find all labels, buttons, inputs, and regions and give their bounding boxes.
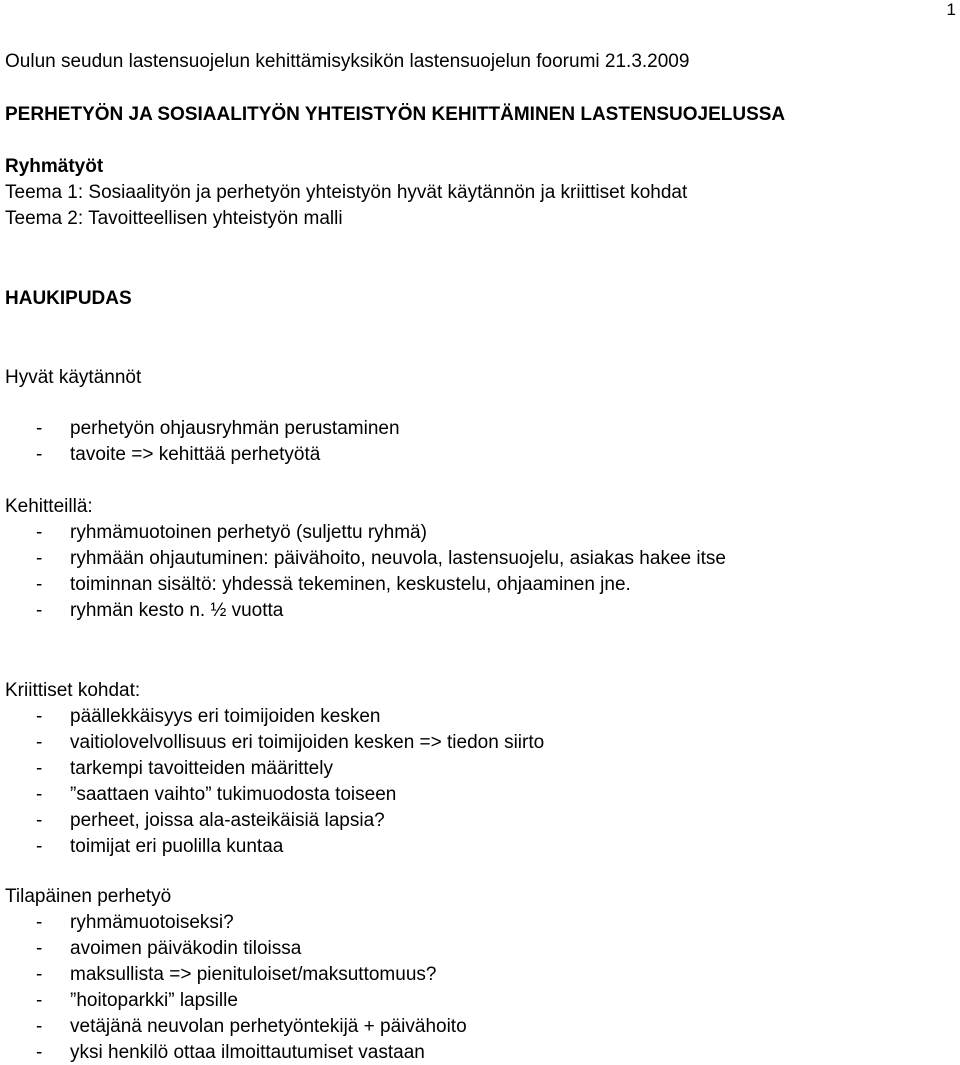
in-development-heading: Kehitteillä: bbox=[5, 496, 93, 517]
main-title: PERHETYÖN JA SOSIAALITYÖN YHTEISTYÖN KEHITTÄMINEN LASTENSUOJELUSSA bbox=[5, 104, 786, 125]
list-item bbox=[36, 937, 301, 961]
critical-points-heading: Kriittiset kohdat: bbox=[5, 680, 141, 701]
dash-bullet: - bbox=[36, 938, 43, 959]
list-item bbox=[36, 911, 234, 935]
groups-heading: Ryhmätyöt bbox=[5, 156, 104, 177]
list-item-text: yksi henkilö ottaa ilmoittautumiset vastaan bbox=[70, 1042, 425, 1063]
list-item-text: ryhmämuotoinen perhetyö (suljettu ryhmä) bbox=[70, 522, 427, 543]
dash-bullet: - bbox=[36, 1016, 43, 1037]
list-item-text: avoimen päiväkodin tiloissa bbox=[70, 938, 302, 959]
dash-bullet: - bbox=[36, 444, 43, 465]
list-item-text: tavoite => kehittää perhetyötä bbox=[70, 444, 321, 465]
dash-bullet: - bbox=[36, 758, 43, 779]
page-number: 1 bbox=[946, 0, 956, 19]
list-item bbox=[36, 989, 238, 1013]
list-item-text: ryhmämuotoiseksi? bbox=[70, 912, 234, 933]
list-item bbox=[36, 443, 320, 467]
list-item-text: toimijat eri puolilla kuntaa bbox=[70, 836, 284, 857]
list-item bbox=[36, 599, 283, 623]
dash-bullet: - bbox=[36, 964, 43, 985]
list-item bbox=[36, 809, 385, 833]
dash-bullet: - bbox=[36, 418, 43, 439]
theme-1: Teema 1: Sosiaalityön ja perhetyön yhteistyön hyvät käytännön ja kriittiset kohdat bbox=[5, 182, 688, 203]
dash-bullet: - bbox=[36, 732, 43, 753]
list-item bbox=[36, 963, 436, 987]
list-item bbox=[36, 835, 283, 859]
dash-bullet: - bbox=[36, 1042, 43, 1063]
dash-bullet: - bbox=[36, 600, 43, 621]
dash-bullet: - bbox=[36, 912, 43, 933]
dash-bullet: - bbox=[36, 990, 43, 1011]
list-item bbox=[36, 547, 726, 571]
list-item-text: ryhmään ohjautuminen: päivähoito, neuvola, lastensuojelu, asiakas hakee itse bbox=[70, 548, 726, 569]
list-item-text: tarkempi tavoitteiden määrittely bbox=[70, 758, 333, 779]
list-item-text: perhetyön ohjausryhmän perustaminen bbox=[70, 418, 400, 439]
list-item bbox=[36, 521, 427, 545]
list-item-text: maksullista => pienituloiset/maksuttomuus? bbox=[70, 964, 437, 985]
list-item bbox=[36, 731, 544, 755]
temporary-family-work-heading: Tilapäinen perhetyö bbox=[5, 886, 172, 907]
good-practices-heading: Hyvät käytännöt bbox=[5, 367, 142, 388]
list-item-text: päällekkäisyys eri toimijoiden kesken bbox=[70, 706, 381, 727]
dash-bullet: - bbox=[36, 784, 43, 805]
dash-bullet: - bbox=[36, 574, 43, 595]
dash-bullet: - bbox=[36, 522, 43, 543]
list-item bbox=[36, 1041, 425, 1065]
dash-bullet: - bbox=[36, 836, 43, 857]
forum-line: Oulun seudun lastensuojelun kehittämisyksikön lastensuojelun foorumi 21.3.2009 bbox=[5, 51, 690, 72]
theme-2: Teema 2: Tavoitteellisen yhteistyön malli bbox=[5, 208, 343, 229]
list-item bbox=[36, 757, 333, 781]
list-item bbox=[36, 417, 400, 441]
dash-bullet: - bbox=[36, 810, 43, 831]
list-item-text: vaitiolovelvollisuus eri toimijoiden kesken => tiedon siirto bbox=[70, 732, 545, 753]
list-item-text: perheet, joissa ala-asteikäisiä lapsia? bbox=[70, 810, 385, 831]
list-item-text: vetäjänä neuvolan perhetyöntekijä + päivähoito bbox=[70, 1016, 467, 1037]
dash-bullet: - bbox=[36, 706, 43, 727]
list-item bbox=[36, 1015, 467, 1039]
list-item bbox=[36, 783, 396, 807]
list-item bbox=[36, 573, 631, 597]
list-item-text: ”saattaen vaihto” tukimuodosta toiseen bbox=[70, 784, 397, 805]
list-item-text: ”hoitoparkki” lapsille bbox=[70, 990, 238, 1011]
list-item-text: toiminnan sisältö: yhdessä tekeminen, keskustelu, ohjaaminen jne. bbox=[70, 574, 631, 595]
dash-bullet: - bbox=[36, 548, 43, 569]
list-item bbox=[36, 705, 380, 729]
list-item-text: ryhmän kesto n. ½ vuotta bbox=[70, 600, 284, 621]
location-heading: HAUKIPUDAS bbox=[5, 288, 132, 309]
